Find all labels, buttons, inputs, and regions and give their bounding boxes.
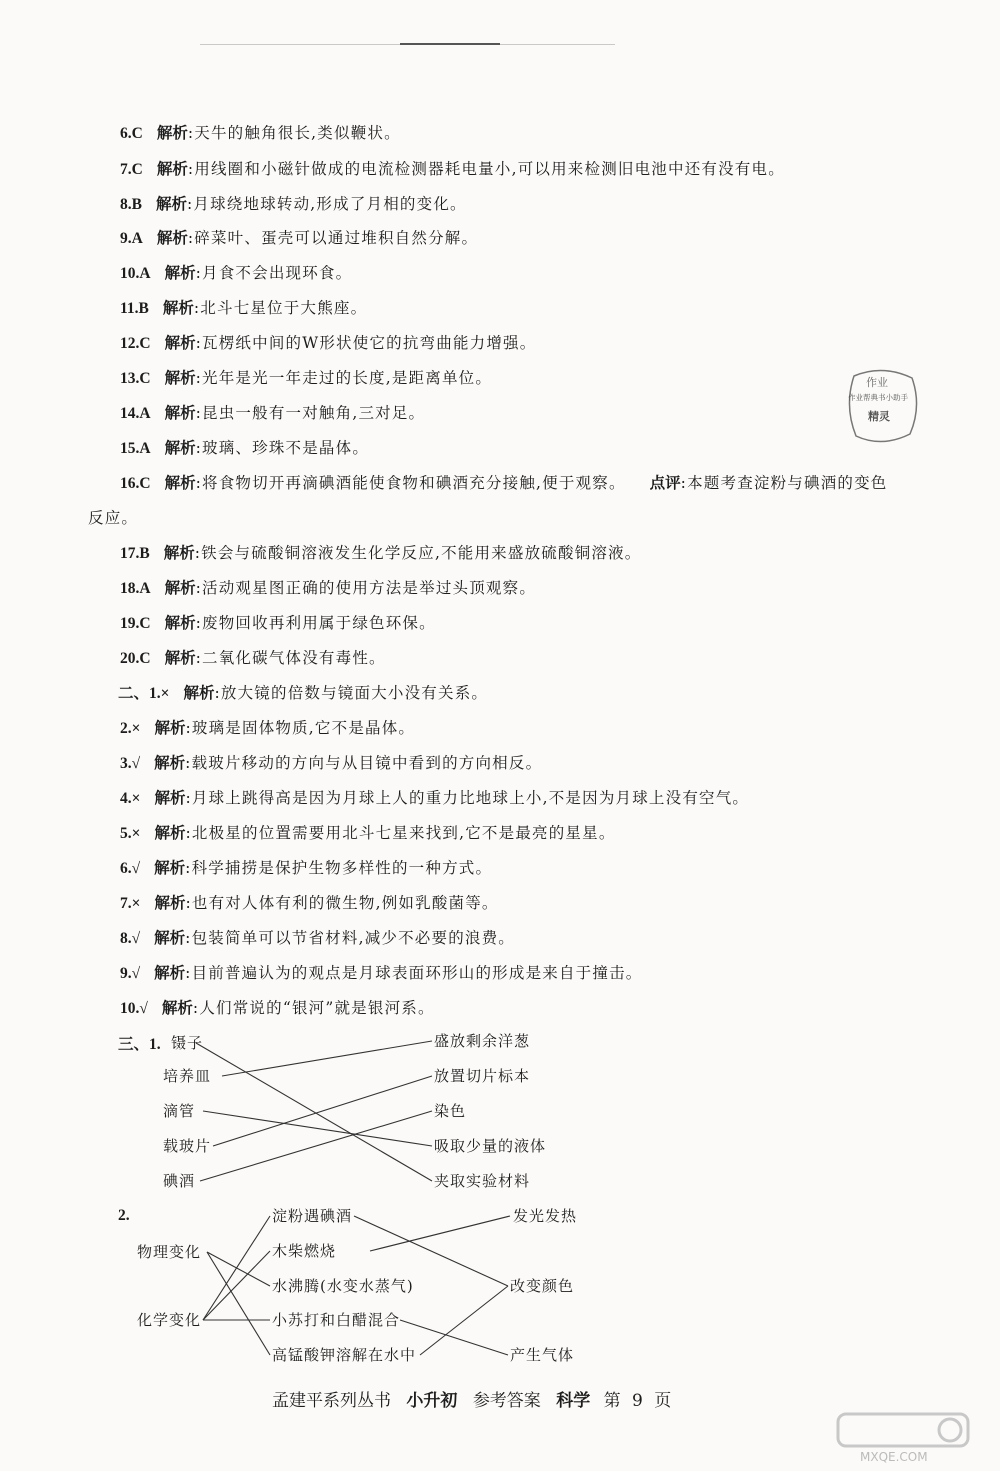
q2-mid-item: 高锰酸钾溶解在水中 <box>272 1346 417 1364</box>
footer-book: 小升初 <box>406 1391 458 1411</box>
q1-left-item: 载玻片 <box>163 1137 212 1155</box>
answer-item: 3.√ 解析:载玻片移动的方向与从目镜中看到的方向相反。 <box>120 754 543 772</box>
answer-item: 13.C 解析:光年是光一年走过的长度,是距离单位。 <box>120 369 493 387</box>
answer-item: 11.B 解析:北斗七星位于大熊座。 <box>120 299 368 317</box>
q2-right-item: 发光发热 <box>513 1207 578 1225</box>
footer-subject: 科学 <box>556 1391 591 1411</box>
footer-type: 参考答案 <box>472 1391 541 1411</box>
watermark-logo <box>830 1410 980 1465</box>
q2-mid-item: 小苏打和白醋混合 <box>272 1311 401 1329</box>
answer-item: 10.√ 解析:人们常说的“银河”就是银河系。 <box>120 999 435 1017</box>
answer-item: 6.C 解析:天牛的触角很长,类似鞭状。 <box>120 124 401 142</box>
q1-left-item: 培养皿 <box>163 1067 212 1085</box>
answer-continuation: 反应。 <box>88 509 139 527</box>
answer-item: 4.× 解析:月球上跳得高是因为月球上人的重力比地球上小,不是因为月球上没有空气。 <box>120 789 750 807</box>
q1-number: 三、1. <box>118 1036 161 1053</box>
match-line <box>207 1252 270 1286</box>
answer-item: 8.B 解析:月球绕地球转动,形成了月相的变化。 <box>120 195 467 213</box>
q1-left-item: 滴管 <box>163 1102 196 1120</box>
answer-item: 10.A 解析:月食不会出现环食。 <box>120 264 353 282</box>
answer-item: 2.× 解析:玻璃是固体物质,它不是晶体。 <box>120 719 416 737</box>
q2-mid-item: 淀粉遇碘酒 <box>272 1207 353 1225</box>
answer-item: 18.A 解析:活动观星图正确的使用方法是举过头顶观察。 <box>120 579 537 597</box>
match-line <box>203 1216 270 1320</box>
stamp-text: 精灵 <box>868 410 890 423</box>
answer-item: 二、1.× 解析:放大镜的倍数与镜面大小没有关系。 <box>118 684 489 702</box>
q1-left-item: 镊子 <box>171 1034 204 1052</box>
stamp-text: 作业帮典书小助手 <box>848 393 908 402</box>
answer-item: 15.A 解析:玻璃、珍珠不是晶体。 <box>120 439 370 457</box>
answer-item: 5.× 解析:北极星的位置需要用北斗七星来找到,它不是最亮的星星。 <box>120 824 616 842</box>
answer-item: 7.× 解析:也有对人体有利的微生物,例如乳酸菌等。 <box>120 894 499 912</box>
q1-right-item: 染色 <box>434 1102 467 1120</box>
q2-mid-item: 木柴燃烧 <box>272 1242 337 1260</box>
answer-item: 7.C 解析:用线圈和小磁针做成的电流检测器耗电量小,可以用来检测旧电池中还有没有电。 <box>120 160 785 178</box>
answer-item: 9.A 解析:碎菜叶、蛋壳可以通过堆积自然分解。 <box>120 229 479 247</box>
q1-left-item: 碘酒 <box>163 1172 196 1190</box>
q1-right-item: 吸取少量的液体 <box>434 1137 547 1155</box>
match-line <box>207 1252 270 1355</box>
q1-right-item: 盛放剩余洋葱 <box>434 1032 531 1050</box>
match-line <box>354 1216 508 1286</box>
match-line <box>196 1043 432 1181</box>
q2-number: 2. <box>118 1207 130 1224</box>
footer-page-suffix: 页 <box>654 1391 672 1411</box>
stamp-badge <box>842 366 924 448</box>
match-line <box>200 1111 432 1181</box>
answer-item: 14.A 解析:昆虫一般有一对触角,三对足。 <box>120 404 426 422</box>
q2-left-item: 化学变化 <box>137 1311 202 1329</box>
page-footer <box>272 1386 671 1411</box>
match-line <box>213 1076 432 1146</box>
footer-page-number: 9 <box>632 1391 643 1411</box>
match-line <box>203 1111 432 1146</box>
q2-right-item: 改变颜色 <box>510 1277 575 1295</box>
answer-item: 6.√ 解析:科学捕捞是保护生物多样性的一种方式。 <box>120 859 493 877</box>
q1-right-item: 夹取实验材料 <box>434 1172 531 1190</box>
answer-item: 12.C 解析:瓦楞纸中间的W形状使它的抗弯曲能力增强。 <box>120 334 537 352</box>
match-line <box>370 1216 510 1251</box>
q1-right-item: 放置切片标本 <box>434 1067 531 1085</box>
match-line <box>420 1286 508 1355</box>
stamp-text: 作业 <box>866 376 888 389</box>
watermark-text: MXQE.COM <box>860 1450 928 1464</box>
footer-series: 孟建平系列丛书 <box>272 1391 391 1411</box>
answer-item: 17.B 解析:铁会与硫酸铜溶液发生化学反应,不能用来盛放硫酸铜溶液。 <box>120 544 642 562</box>
answer-item: 19.C 解析:废物回收再利用属于绿色环保。 <box>120 614 436 632</box>
match-line <box>222 1041 432 1076</box>
answer-item: 16.C 解析:将食物切开再滴碘酒能使食物和碘酒充分接触,便于观察。 点评:本题考查淀粉与碘酒的变色 <box>120 474 888 492</box>
watermark-icon <box>830 1410 980 1450</box>
answer-item: 20.C 解析:二氧化碳气体没有毒性。 <box>120 649 386 667</box>
q2-left-item: 物理变化 <box>137 1243 202 1261</box>
match-line <box>400 1320 508 1355</box>
q2-right-item: 产生气体 <box>510 1346 575 1364</box>
footer-page-prefix: 第 <box>603 1391 621 1411</box>
q2-mid-item: 水沸腾(水变水蒸气) <box>272 1277 414 1295</box>
answer-item: 9.√ 解析:目前普遍认为的观点是月球表面环形山的形成是来自于撞击。 <box>120 964 643 982</box>
answer-item: 8.√ 解析:包装简单可以节省材料,减少不必要的浪费。 <box>120 929 516 947</box>
